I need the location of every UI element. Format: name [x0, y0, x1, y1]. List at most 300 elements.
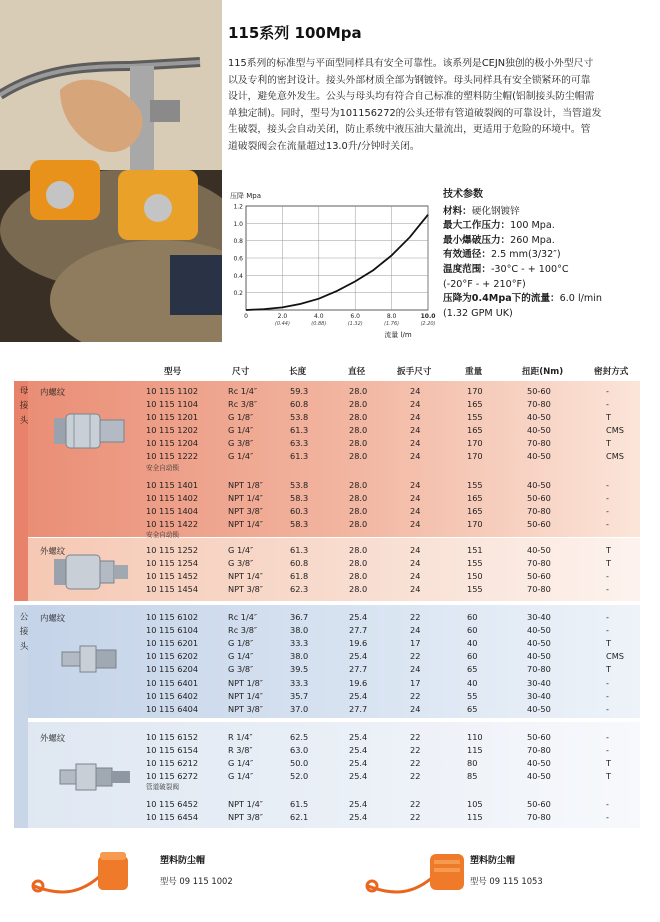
- table-row: [0, 412, 660, 425]
- torque: 70-80: [527, 812, 551, 822]
- description-line: 单独定制)。同时，型号为101156272的公头还带有管道破裂阀的可靠设计，当管道发: [228, 107, 602, 119]
- diameter: 25.4: [349, 771, 368, 781]
- torque: 70-80: [527, 438, 551, 448]
- torque: 70-80: [527, 506, 551, 516]
- wrench-size: 22: [410, 651, 421, 661]
- weight: 60: [467, 651, 478, 661]
- x-tick-label: 2.0: [277, 313, 288, 320]
- seal-type: -: [606, 519, 609, 529]
- thread-size: G 1/8″: [228, 412, 254, 422]
- thread-size: G 1/4″: [228, 425, 254, 435]
- seal-type: -: [606, 493, 609, 503]
- part-number: 10 115 6401: [146, 678, 199, 688]
- seal-type: CMS: [606, 451, 624, 461]
- seal-type: -: [606, 732, 609, 742]
- diameter: 28.0: [349, 558, 368, 568]
- length: 62.3: [290, 584, 309, 594]
- torque: 40-50: [527, 638, 551, 648]
- cap-title: 塑料防尘帽: [470, 856, 516, 866]
- spec-value: (1.32 GPM UK): [443, 307, 513, 319]
- wrench-size: 22: [410, 771, 421, 781]
- y-tick-label: 0.6: [233, 255, 243, 263]
- part-number: 10 115 6102: [146, 612, 199, 622]
- x-axis-label: 流量 l/m: [384, 331, 412, 339]
- length: 50.0: [290, 758, 309, 768]
- col-weight: 重量: [465, 367, 483, 377]
- torque: 30-40: [527, 612, 551, 622]
- length: 58.3: [290, 493, 309, 503]
- diameter: 25.4: [349, 812, 368, 822]
- diameter: 28.0: [349, 451, 368, 461]
- weight: 65: [467, 664, 478, 674]
- group-female-label: 母接头: [18, 386, 28, 430]
- length: 60.8: [290, 399, 309, 409]
- table-row: [0, 745, 660, 758]
- thread-size: NPT 3/8″: [228, 704, 263, 714]
- diameter: 25.4: [349, 651, 368, 661]
- subgroup-label: 外螺纹: [40, 546, 66, 556]
- wrench-size: 24: [410, 480, 421, 490]
- x-tick-secondary: (1.76): [384, 321, 400, 327]
- part-number: 10 115 6104: [146, 625, 199, 635]
- description-line: 生破裂，接头会自动关闭，防止系统中液压油大量流出，更适用于危险的环境中。管: [228, 124, 591, 135]
- seal-type: CMS: [606, 651, 624, 661]
- table-row: [0, 799, 660, 812]
- torque: 50-60: [527, 799, 551, 809]
- seal-type: T: [606, 758, 612, 768]
- wrench-size: 24: [410, 545, 421, 555]
- table-row: [0, 704, 660, 717]
- diameter: 28.0: [349, 399, 368, 409]
- cap-title: 塑料防尘帽: [160, 856, 206, 866]
- thread-size: G 1/4″: [228, 758, 254, 768]
- seal-type: -: [606, 799, 609, 809]
- torque: 30-40: [527, 678, 551, 688]
- length: 62.1: [290, 812, 309, 822]
- x-tick-label: 8.0: [386, 313, 397, 320]
- diameter: 28.0: [349, 545, 368, 555]
- dust-cap-icon: [30, 846, 140, 906]
- part-number: 10 115 6404: [146, 704, 199, 714]
- part-number: 10 115 6452: [146, 799, 199, 809]
- table-header: [0, 362, 660, 382]
- subgroup-label: 外螺纹: [40, 733, 66, 743]
- y-tick-label: 0.4: [233, 272, 243, 280]
- length: 63.3: [290, 438, 309, 448]
- weight: 155: [467, 480, 483, 490]
- seal-type: T: [606, 664, 612, 674]
- torque: 30-40: [527, 691, 551, 701]
- spec-value: -30°C - + 100°C: [490, 263, 569, 275]
- table-row: [0, 758, 660, 771]
- thread-size: G 1/4″: [228, 545, 254, 555]
- thread-size: Rc 1/4″: [228, 386, 258, 396]
- spec-row: [443, 292, 653, 307]
- wrench-size: 24: [410, 664, 421, 674]
- thread-size: Rc 3/8″: [228, 399, 258, 409]
- group-male-label: 公接头: [18, 612, 28, 656]
- torque: 40-50: [527, 651, 551, 661]
- length: 35.7: [290, 691, 309, 701]
- wrench-size: 24: [410, 386, 421, 396]
- weight: 151: [467, 545, 483, 555]
- part-number: 10 115 1202: [146, 425, 199, 435]
- weight: 40: [467, 678, 478, 688]
- wrench-size: 22: [410, 732, 421, 742]
- weight: 85: [467, 771, 478, 781]
- seal-type: T: [606, 558, 612, 568]
- length: 61.8: [290, 571, 309, 581]
- x-tick-label: 0: [244, 313, 248, 320]
- seal-type: -: [606, 480, 609, 490]
- x-tick-secondary: (0.44): [274, 321, 290, 327]
- safety-lock-note: 安全自动锁: [146, 531, 179, 539]
- weight: 155: [467, 558, 483, 568]
- diameter: 27.7: [349, 664, 368, 674]
- table-row: [0, 651, 660, 664]
- diameter: 28.0: [349, 493, 368, 503]
- weight: 65: [467, 704, 478, 714]
- y-tick-label: 1.0: [233, 220, 243, 228]
- table-row: [0, 571, 660, 584]
- length: 61.3: [290, 451, 309, 461]
- thread-size: NPT 1/8″: [228, 678, 263, 688]
- part-number: 10 115 6212: [146, 758, 199, 768]
- x-tick-secondary: (2.20): [420, 321, 436, 327]
- spec-row: [443, 219, 653, 234]
- diameter: 19.6: [349, 678, 368, 688]
- part-number: 10 115 6154: [146, 745, 199, 755]
- length: 36.7: [290, 612, 309, 622]
- cap-model: 型号 09 115 1053: [470, 876, 543, 886]
- torque: 50-60: [527, 386, 551, 396]
- weight: 170: [467, 451, 483, 461]
- wrench-size: 24: [410, 625, 421, 635]
- burst-valve-note: 管道破裂阀: [146, 783, 179, 791]
- wrench-size: 17: [410, 638, 421, 648]
- page-title: 115系列 100Mpa: [228, 24, 362, 42]
- weight: 170: [467, 438, 483, 448]
- seal-type: -: [606, 612, 609, 622]
- wrench-size: 24: [410, 493, 421, 503]
- safety-lock-note: 安全自动锁: [146, 464, 179, 472]
- thread-size: R 3/8″: [228, 745, 253, 755]
- table-row: [0, 545, 660, 558]
- part-number: 10 115 6272: [146, 771, 199, 781]
- wrench-size: 22: [410, 812, 421, 822]
- seal-type: -: [606, 812, 609, 822]
- part-number: 10 115 6201: [146, 638, 199, 648]
- weight: 80: [467, 758, 478, 768]
- x-tick-label: 4.0: [314, 313, 324, 320]
- thread-size: NPT 1/8″: [228, 480, 263, 490]
- col-part: 型号: [164, 367, 182, 377]
- diameter: 28.0: [349, 438, 368, 448]
- thread-size: G 1/4″: [228, 771, 254, 781]
- seal-type: -: [606, 386, 609, 396]
- diameter: 28.0: [349, 584, 368, 594]
- col-dia: 直径: [348, 367, 366, 377]
- thread-size: NPT 3/8″: [228, 506, 263, 516]
- thread-size: R 1/4″: [228, 732, 253, 742]
- torque: 70-80: [527, 399, 551, 409]
- wrench-size: 22: [410, 612, 421, 622]
- diameter: 19.6: [349, 638, 368, 648]
- subgroup-label: 内螺纹: [40, 613, 66, 623]
- thread-size: G 3/8″: [228, 664, 254, 674]
- length: 53.8: [290, 480, 309, 490]
- weight: 60: [467, 612, 478, 622]
- spec-value: 6.0 l/min: [559, 293, 602, 305]
- x-tick-secondary: (1.32): [347, 321, 363, 327]
- weight: 110: [467, 732, 483, 742]
- thread-size: NPT 3/8″: [228, 584, 263, 594]
- thread-size: NPT 1/4″: [228, 799, 263, 809]
- torque: 50-60: [527, 493, 551, 503]
- weight: 105: [467, 799, 483, 809]
- cap-model: 型号 09 115 1002: [160, 876, 233, 886]
- diameter: 28.0: [349, 412, 368, 422]
- diameter: 28.0: [349, 506, 368, 516]
- thread-size: G 3/8″: [228, 438, 254, 448]
- spec-value: 100 Mpa.: [510, 220, 555, 232]
- wrench-size: 24: [410, 438, 421, 448]
- spec-value: 硬化钢镀锌: [471, 205, 520, 217]
- spec-label: 最大工作压力：: [443, 220, 511, 232]
- wrench-size: 22: [410, 758, 421, 768]
- part-number: 10 115 6454: [146, 812, 199, 822]
- table-row: [0, 519, 660, 532]
- length: 33.3: [290, 638, 309, 648]
- diameter: 25.4: [349, 691, 368, 701]
- diameter: 27.7: [349, 625, 368, 635]
- table-row: [0, 691, 660, 704]
- thread-size: NPT 3/8″: [228, 812, 263, 822]
- description-line: 以及专利的密封设计。接头外部材质全部为钢镀锌。母头同样具有安全锁紧环的可靠: [228, 74, 591, 86]
- length: 33.3: [290, 678, 309, 688]
- table-row: [0, 638, 660, 651]
- torque: 70-80: [527, 584, 551, 594]
- part-number: 10 115 1102: [146, 386, 199, 396]
- part-number: 10 115 1402: [146, 493, 199, 503]
- x-tick-secondary: (0.88): [311, 321, 327, 327]
- length: 60.8: [290, 558, 309, 568]
- diameter: 25.4: [349, 612, 368, 622]
- seal-type: -: [606, 399, 609, 409]
- seal-type: T: [606, 545, 612, 555]
- part-number: 10 115 6204: [146, 664, 199, 674]
- table-row: [0, 584, 660, 597]
- dust-cap-icon: [364, 846, 474, 906]
- torque: 40-50: [527, 758, 551, 768]
- weight: 60: [467, 625, 478, 635]
- weight: 55: [467, 691, 478, 701]
- length: 63.0: [290, 745, 309, 755]
- seal-type: -: [606, 678, 609, 688]
- pressure-drop-chart: [226, 190, 436, 340]
- weight: 165: [467, 425, 483, 435]
- subgroup-label: 内螺纹: [40, 387, 66, 397]
- wrench-size: 24: [410, 571, 421, 581]
- part-number: 10 115 1401: [146, 480, 199, 490]
- seal-type: T: [606, 638, 612, 648]
- specs-heading: 技术参数: [443, 189, 483, 200]
- col-wrench: 扳手尺寸: [397, 367, 432, 377]
- weight: 155: [467, 584, 483, 594]
- diameter: 25.4: [349, 758, 368, 768]
- wrench-size: 24: [410, 558, 421, 568]
- length: 60.3: [290, 506, 309, 516]
- part-number: 10 115 1252: [146, 545, 199, 555]
- tech-specs: [443, 188, 653, 321]
- y-tick-label: 1.2: [233, 203, 243, 211]
- seal-type: -: [606, 704, 609, 714]
- table-row: [0, 612, 660, 625]
- wrench-size: 24: [410, 506, 421, 516]
- table-row: [0, 664, 660, 677]
- diameter: 27.7: [349, 704, 368, 714]
- wrench-size: 24: [410, 584, 421, 594]
- product-photo: [0, 0, 222, 342]
- torque: 50-60: [527, 571, 551, 581]
- seal-type: -: [606, 571, 609, 581]
- thread-size: NPT 1/4″: [228, 691, 263, 701]
- wrench-size: 24: [410, 412, 421, 422]
- wrench-size: 24: [410, 451, 421, 461]
- table-row: [0, 386, 660, 399]
- length: 61.3: [290, 545, 309, 555]
- torque: 40-50: [527, 625, 551, 635]
- torque: 50-60: [527, 732, 551, 742]
- spec-label: 有效通径：: [443, 249, 491, 261]
- wrench-size: 22: [410, 799, 421, 809]
- y-axis-label: 压降 Mpa: [230, 192, 261, 200]
- part-number: 10 115 6152: [146, 732, 199, 742]
- torque: 40-50: [527, 704, 551, 714]
- spec-row: [443, 205, 653, 220]
- weight: 115: [467, 812, 483, 822]
- length: 58.3: [290, 519, 309, 529]
- table-row: [0, 678, 660, 691]
- spec-label: 材料：: [443, 205, 472, 217]
- seal-type: -: [606, 625, 609, 635]
- thread-size: NPT 1/4″: [228, 519, 263, 529]
- spec-label: 最小爆破压力：: [443, 234, 511, 246]
- description-line: 115系列的标准型与平面型同样具有安全可靠性。该系列是CEJN独创的极小外型尺寸: [228, 58, 594, 69]
- table-row: [0, 451, 660, 464]
- col-thread: 尺寸: [232, 367, 250, 377]
- diameter: 28.0: [349, 386, 368, 396]
- table-row: [0, 425, 660, 438]
- part-number: 10 115 1254: [146, 558, 199, 568]
- weight: 150: [467, 571, 483, 581]
- part-number: 10 115 1104: [146, 399, 199, 409]
- torque: 70-80: [527, 664, 551, 674]
- length: 61.5: [290, 799, 309, 809]
- length: 38.0: [290, 651, 309, 661]
- table-row: [0, 493, 660, 506]
- weight: 170: [467, 519, 483, 529]
- seal-type: T: [606, 412, 612, 422]
- length: 39.5: [290, 664, 309, 674]
- weight: 165: [467, 399, 483, 409]
- spec-label: 压降为0.4Mpa下的流量：: [443, 293, 560, 305]
- length: 53.8: [290, 412, 309, 422]
- seal-type: -: [606, 584, 609, 594]
- seal-type: -: [606, 506, 609, 516]
- torque: 70-80: [527, 558, 551, 568]
- weight: 170: [467, 386, 483, 396]
- part-number: 10 115 1204: [146, 438, 199, 448]
- table-row: [0, 558, 660, 571]
- weight: 165: [467, 506, 483, 516]
- description-line: 道破裂阀会在流量超过13.0升/分钟时关闭。: [228, 140, 420, 152]
- diameter: 28.0: [349, 571, 368, 581]
- torque: 40-50: [527, 771, 551, 781]
- description-line: 设计，避免意外发生。公头与母头均有符合自己标准的塑料防尘帽(铝制接头防尘帽需: [228, 91, 595, 102]
- weight: 115: [467, 745, 483, 755]
- spec-value: 2.5 mm(3/32″): [490, 249, 561, 261]
- seal-type: -: [606, 745, 609, 755]
- wrench-size: 24: [410, 399, 421, 409]
- x-tick-label: 6.0: [350, 313, 360, 320]
- spec-value: (-20°F - + 210°F): [443, 278, 526, 290]
- length: 52.0: [290, 771, 309, 781]
- thread-size: G 3/8″: [228, 558, 254, 568]
- thread-size: G 1/8″: [228, 638, 254, 648]
- thread-size: NPT 1/4″: [228, 571, 263, 581]
- diameter: 28.0: [349, 480, 368, 490]
- wrench-size: 24: [410, 425, 421, 435]
- length: 62.5: [290, 732, 309, 742]
- part-number: 10 115 1222: [146, 451, 199, 461]
- table-row: [0, 506, 660, 519]
- seal-type: CMS: [606, 425, 624, 435]
- seal-type: T: [606, 771, 612, 781]
- thread-size: Rc 3/8″: [228, 625, 258, 635]
- col-torque: 扭距(Nm): [522, 367, 564, 377]
- diameter: 25.4: [349, 799, 368, 809]
- part-number: 10 115 1201: [146, 412, 199, 422]
- seal-type: -: [606, 691, 609, 701]
- torque: 40-50: [527, 451, 551, 461]
- part-number: 10 115 1404: [146, 506, 199, 516]
- table-row: [0, 399, 660, 412]
- description: [228, 56, 640, 155]
- part-number: 10 115 1422: [146, 519, 199, 529]
- spec-label: 温度范围：: [443, 263, 491, 275]
- spec-row: [443, 248, 653, 263]
- spec-row: [443, 234, 653, 249]
- weight: 165: [467, 493, 483, 503]
- part-number: 10 115 1452: [146, 571, 199, 581]
- torque: 40-50: [527, 480, 551, 490]
- part-number: 10 115 6202: [146, 651, 199, 661]
- spec-row: [443, 278, 653, 293]
- diameter: 25.4: [349, 732, 368, 742]
- wrench-size: 22: [410, 745, 421, 755]
- torque: 40-50: [527, 545, 551, 555]
- table-row: [0, 812, 660, 825]
- table-row: [0, 438, 660, 451]
- weight: 155: [467, 412, 483, 422]
- thread-size: G 1/4″: [228, 451, 254, 461]
- spec-row: [443, 307, 653, 322]
- thread-size: NPT 1/4″: [228, 493, 263, 503]
- col-seal: 密封方式: [594, 367, 629, 377]
- diameter: 25.4: [349, 745, 368, 755]
- torque: 40-50: [527, 425, 551, 435]
